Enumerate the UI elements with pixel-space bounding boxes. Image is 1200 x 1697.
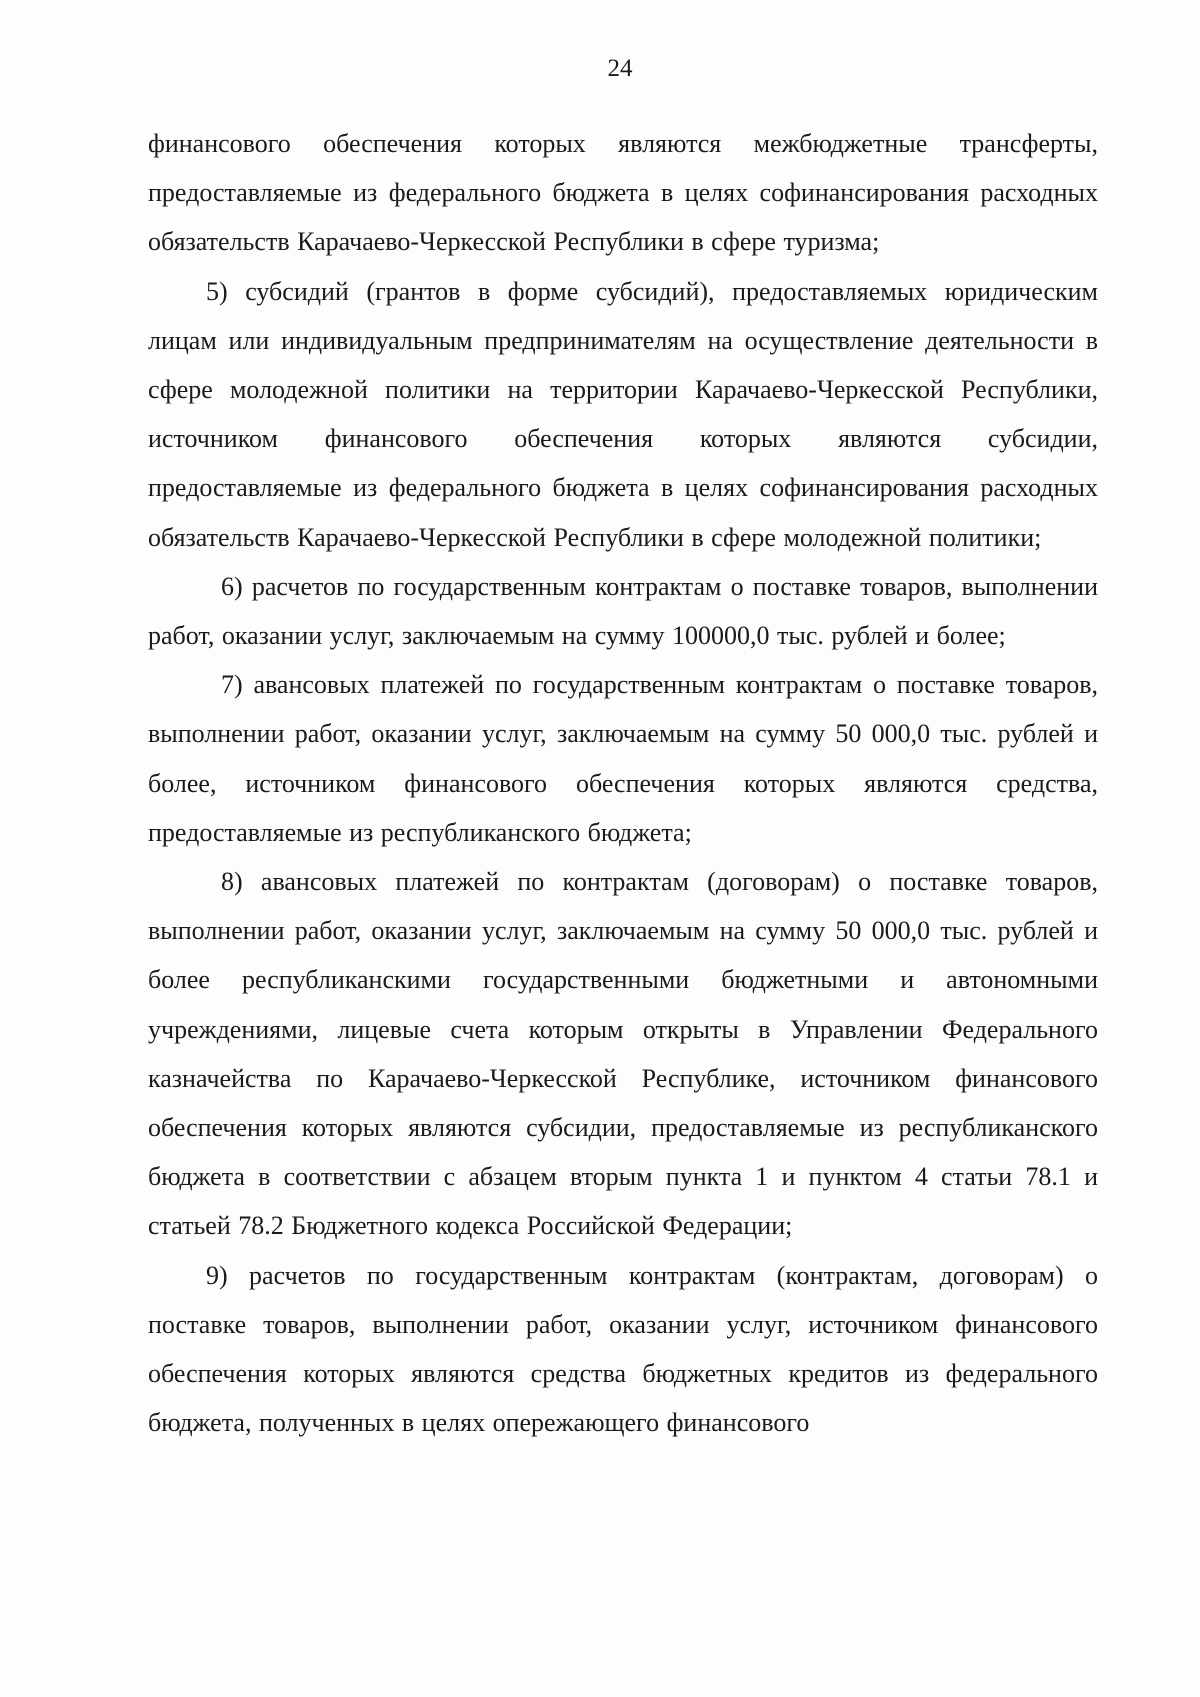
paragraph-item-6: 6) расчетов по государственным контрактам о поставке товаров, выполнении работ, оказании услуг, заключаемым на сумму 100000,0 тыс. рублей и более; <box>148 571 1098 651</box>
paragraph-item-7: 7) авансовых платежей по государственным контрактам о поставке товаров, выполнении работ, оказании услуг, заключаемым на сумму 50 000,0 тыс. рублей и более, источником финансового обеспечения которых являются средства, предоставляемые из республиканского бюджета; <box>148 670 1098 847</box>
page-number: 24 <box>607 55 633 82</box>
paragraph-item-5: 5) субсидий (грантов в форме субсидий), предоставляемых юридическим лицам или индивидуальным предпринимателям на осуществление деятельности в сфере молодежной политики на территории Карачаево-Черкесской Республики, источником финансового обеспечения которых являются субсидии, предоставляемые из федерального бюджета в целях софинансирования расходных обязательств Карачаево-Черкесской Республики в сфере молодежной политики; <box>148 276 1098 552</box>
document-body <box>148 119 1098 1447</box>
paragraph-item-8: 8) авансовых платежей по контрактам (договорам) о поставке товаров, выполнении работ, оказании услуг, заключаемым на сумму 50 000,0 тыс. рублей и более республиканскими государственными бюджетными и автономными учреждениями, лицевые счета которым открыты в Управлении Федерального казначейства по Карачаево-Черкесской Республике, источником финансового обеспечения которых являются субсидии, предоставляемые из республиканского бюджета в соответствии с абзацем вторым пункта 1 и пунктом 4 статьи 78.1 и статьей 78.2 Бюджетного кодекса Российской Федерации; <box>148 867 1098 1241</box>
paragraph-continuation: финансового обеспечения которых являются межбюджетные трансферты, предоставляемые из федерального бюджета в целях софинансирования расходных обязательств Карачаево-Черкесской Республики в сфере туризма; <box>148 129 1098 257</box>
paragraph-item-9: 9) расчетов по государственным контрактам (контрактам, договорам) о поставке товаров, выполнении работ, оказании услуг, источником финансового обеспечения которых являются средства бюджетных кредитов из федерального бюджета, полученных в целях опережающего финансового <box>148 1260 1098 1438</box>
